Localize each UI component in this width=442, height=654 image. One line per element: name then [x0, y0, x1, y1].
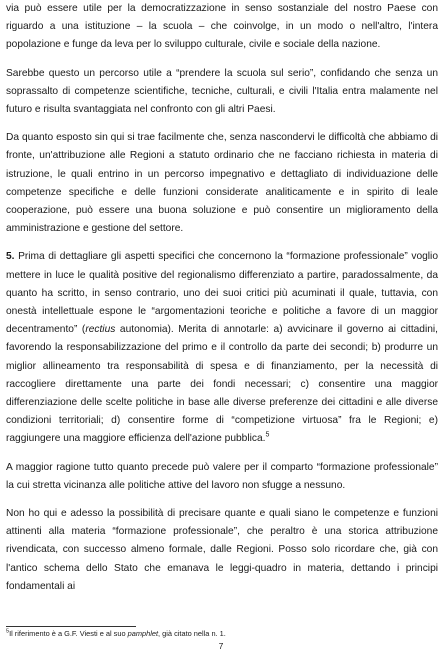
paragraph-4-text-start: Prima di dettagliare gli aspetti specifici che concernono la “formazione professionale” voglio mettere in luce le qualità positive del regionalismo differenziato a partire, paradossalmente, da quanto ha scritto, in senso contrario, uno dei suoi critici più acuminati il quale, tuttavia, con onestà intellettuale espone le “argomentazioni teoriche e politiche a favore di un maggior decentramento” (: [6, 251, 438, 336]
page-number: 7: [218, 641, 224, 651]
paragraph-6: Non ho qui e adesso la possibilità di precisare quante e quali siano le competenze e funzioni attinenti alla materia “formazione professionale”, che peraltro è una storica attribuzione rivendicata, con successo almeno formale, dalle Regioni. Posso solo ricordare che, già con l'antico schema dello Stato che emanava le leggi-quadro in materia, dettando i principi fondamentali ai: [6, 508, 438, 592]
section-number: 5.: [6, 251, 15, 263]
paragraph-5: A maggior ragione tutto quanto precede può valere per il comparto “formazione professionale” la cui stretta vicinanza alle politiche attive del lavoro non sfugge a nessuno.: [6, 461, 438, 491]
italic-term: rectius: [85, 324, 116, 336]
footnote-italic-term: pamphlet: [127, 629, 159, 638]
footnote-separator: [6, 626, 136, 627]
paragraph-3: Da quanto esposto sin qui si trae facilmente che, senza nascondervi le difficoltà che abbiamo di fronte, un'attribuzione alle Regioni a statuto ordinario che ne facciano richiesta in materia di istruzione, le quali entrino in un percorso impegnativo e dettagliato di individuazione delle competenze specifiche e delle funzioni considerate analiticamente e in spirito di leale cooperazione, può essere una buona soluzione e può consentire un miglioramento della amministrazione e gestione del settore.: [6, 132, 438, 235]
footnote-reference[interactable]: 5: [265, 432, 270, 440]
paragraph-1: via può essere utile per la democratizzazione in senso sostanziale del nostro Paese con riguardo a una istituzione – la scuola – che coinvolge, in un modo o nell'altro, l'intera popolazione e funge da leva per lo sviluppo culturale, civile e sociale della nazione.: [6, 3, 438, 51]
footnote-marker: 5: [6, 628, 10, 635]
document-page: [6, 0, 438, 606]
paragraph-4-section-5: [6, 248, 438, 448]
footnote: [6, 629, 438, 639]
paragraph-4-text-end: autonomia). Merita di annotarle: a) avvicinare il governo ai cittadini, favorendo la responsabilizzazione del primo e il controllo da parte dei secondi; b) produrre un miglior allineamento tra responsabilità di spesa e di finanziamento, per la necessità di raccogliere direttamente una parte dei fondi necessari; c) consentire una maggior differenziazione delle scelte politiche in base alle diverse preferenze dei cittadini e alle diverse condizioni territoriali; d) consentire forme di “competizione virtuosa” fra le Regioni; e) raggiungere una maggiore efficienza dell'azione pubblica.: [6, 324, 438, 445]
footnote-text-end: , già citato nella n. 1.: [158, 629, 226, 638]
paragraph-2: Sarebbe questo un percorso utile a “prendere la scuola sul serio”, confidando che senza un soprassalto di competenze scientifiche, tecniche, culturali, e civili l'Italia entra malamente nel futuro e risulta svantaggiata nel confronto con gli altri Paesi.: [6, 67, 438, 116]
footnote-text-start: Il riferimento è a G.F. Viesti e al suo: [9, 629, 128, 638]
